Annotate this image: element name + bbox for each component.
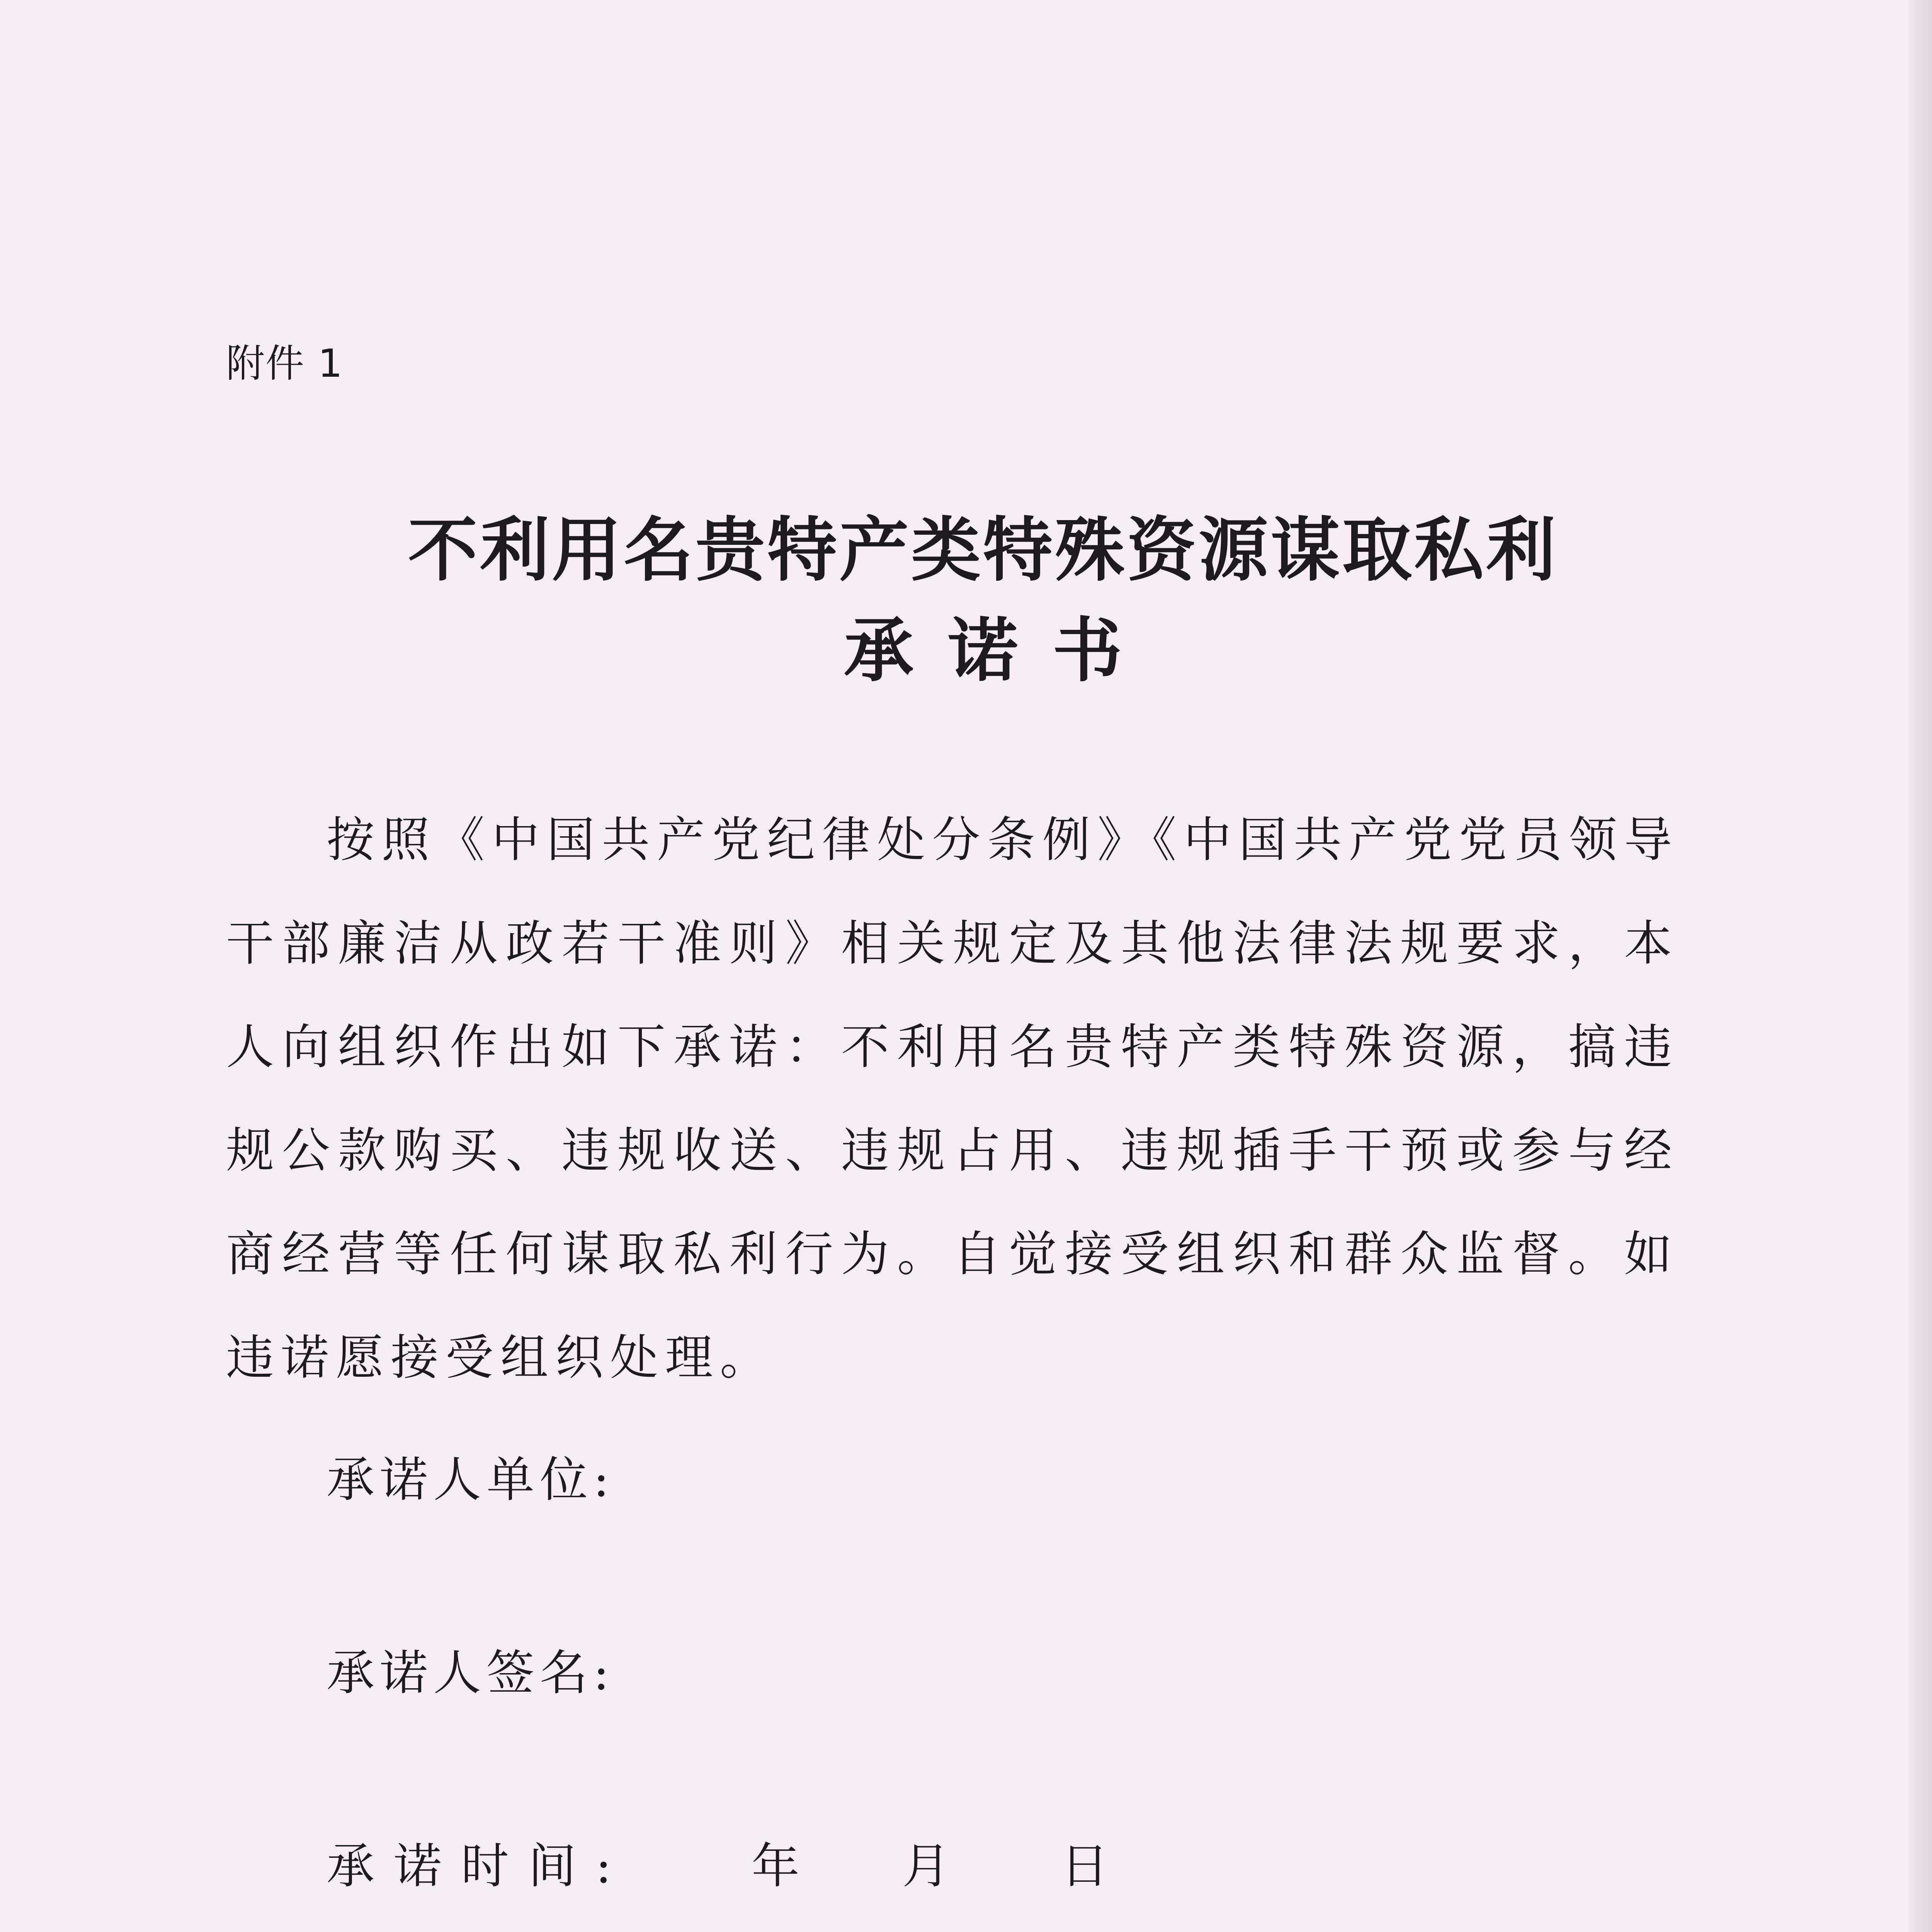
unit-field xyxy=(327,1441,615,1510)
signature-field xyxy=(327,1634,615,1703)
date-label: 承诺时间: xyxy=(327,1838,631,1894)
page-edge-shadow xyxy=(1908,0,1932,1932)
date-field xyxy=(327,1828,1128,1896)
day-label: 日 xyxy=(1061,1838,1128,1894)
unit-label: 承诺人单位: xyxy=(327,1452,615,1508)
document-subtitle: 承诺书 xyxy=(844,610,1157,691)
document-title: 不利用名贵特产类特殊资源谋取私利 xyxy=(408,509,1558,591)
month-label: 月 xyxy=(902,1838,970,1894)
attachment-label: 附件 1 xyxy=(226,341,344,386)
year-label: 年 xyxy=(752,1838,819,1894)
commitment-paragraph: 按照《中国共产党纪律处分条例》《中国共产党党员领导干部廉洁从政若干准则》相关规定及其他法律法规要求，本人向组织作出如下承诺：不利用名贵特产类特殊资源，搞违规公款购买、违规收送、违规占用、违规插手干预或参与经商经营等任何谋取私利行为。自觉接受组织和群众监督。如违诺愿接受组织处理。 xyxy=(226,812,1679,1386)
signature-label: 承诺人签名: xyxy=(327,1645,615,1701)
